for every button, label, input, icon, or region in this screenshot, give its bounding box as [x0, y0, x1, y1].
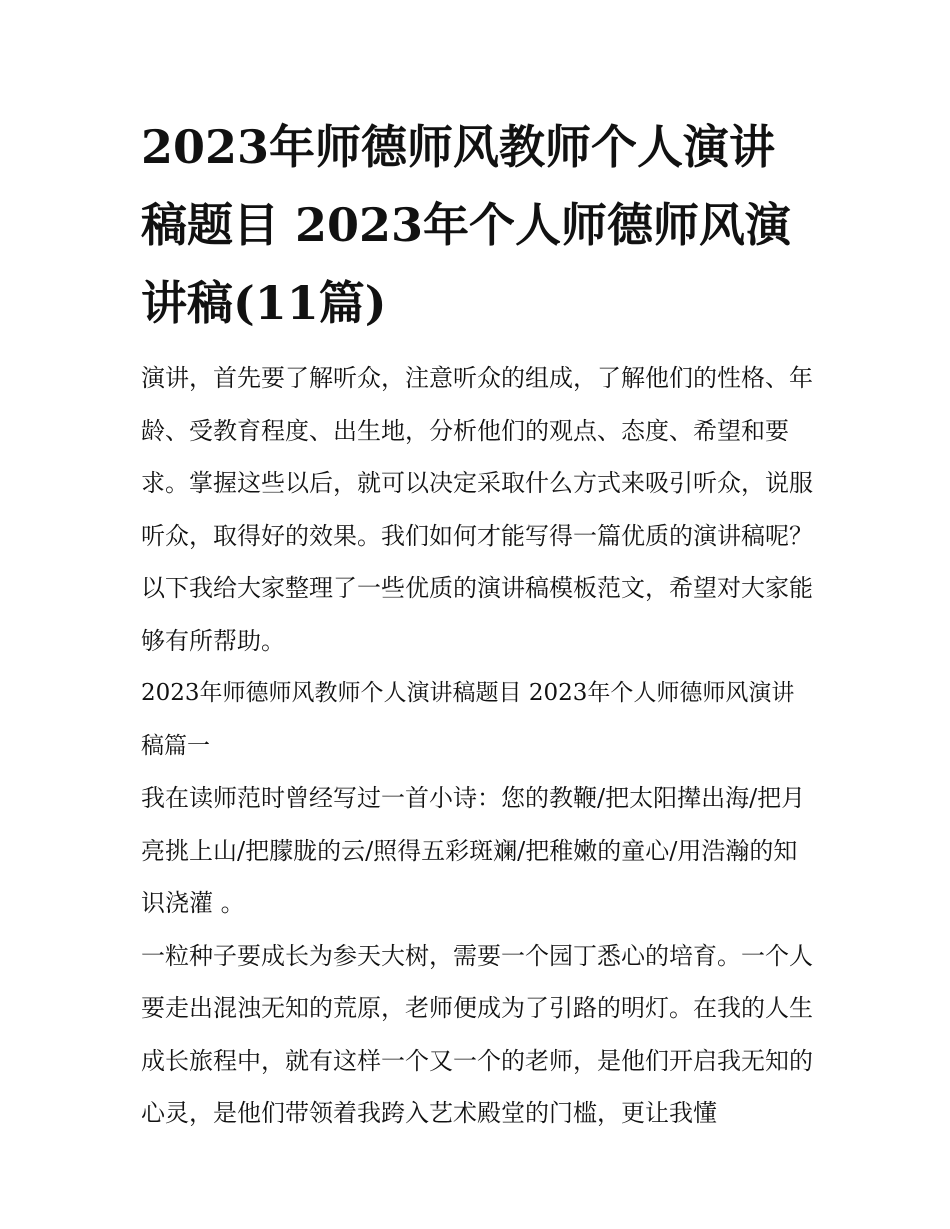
body-paragraph-1: 我在读师范时曾经写过一首小诗：您的教鞭/把太阳撵出海/把月亮挑上山/把朦胧的云/照得五彩斑斓/把稚嫩的童心/用浩瀚的知识浇灌 。	[141, 784, 806, 917]
body-paragraph-2: 一粒种子要成长为参天大树，需要一个园丁悉心的培育。一个人要走出混浊无知的荒原，老师便成为了引路的明灯。在我的人生成长旅程中，就有这样一个又一个的老师，是他们开启我无知的心灵，是他们带领着我跨入艺术殿堂的门槛，更让我懂	[141, 941, 813, 1127]
section-heading: 2023年师德师风教师个人演讲稿题目 2023年个人师德师风演讲稿篇一	[141, 680, 795, 759]
document-body	[141, 108, 813, 1140]
intro-paragraph: 演讲，首先要了解听众，注意听众的组成，了解他们的性格、年龄、受教育程度、出生地，分析他们的观点、态度、希望和要求。掌握这些以后，就可以决定采取什么方式来吸引听众，说服听众，取得好的效果。我们如何才能写得一篇优质的演讲稿呢？以下我给大家整理了一些优质的演讲稿模板范文，希望对大家能够有所帮助。	[141, 364, 813, 655]
document-title: 2023年师德师风教师个人演讲稿题目 2023年个人师德师风演讲稿(11篇)	[141, 120, 792, 330]
